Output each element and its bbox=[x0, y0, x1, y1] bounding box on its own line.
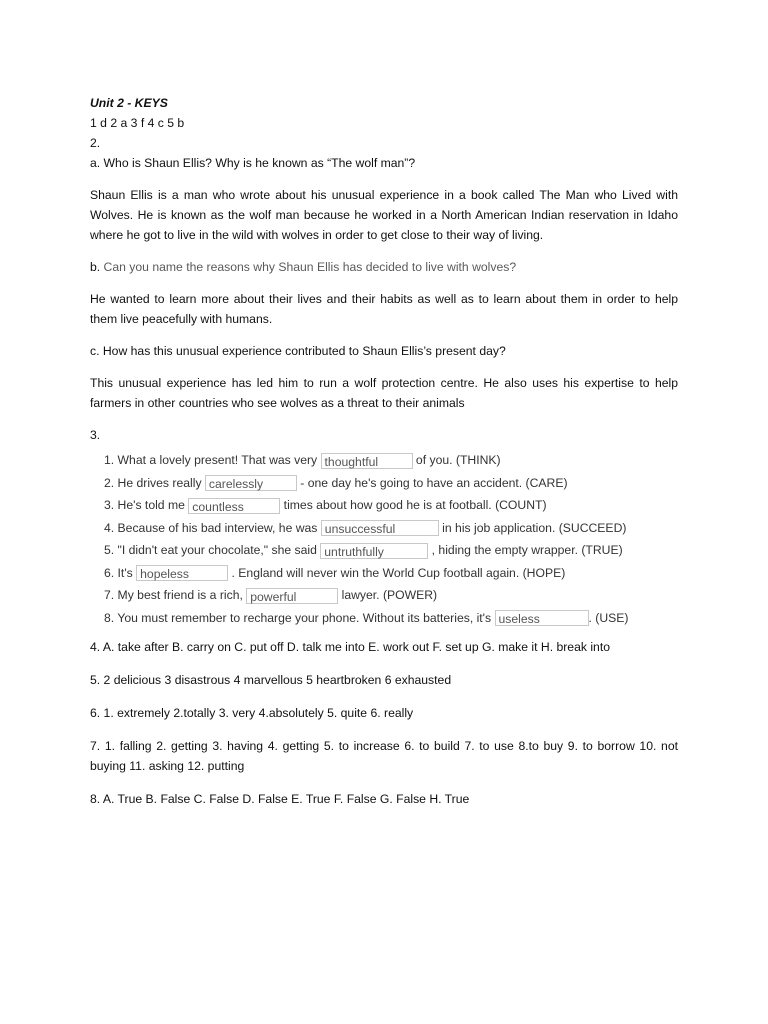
exercise-3-row bbox=[104, 449, 678, 472]
sentence-start: 3. He's told me bbox=[104, 498, 189, 512]
sentence-end: , hiding the empty wrapper. (TRUE) bbox=[428, 543, 623, 557]
sentence-start: 5. "I didn't eat your chocolate," she said bbox=[104, 543, 321, 557]
exercise-3-row bbox=[104, 494, 678, 517]
exercise-3-row bbox=[104, 472, 678, 495]
exercise-3-row bbox=[104, 607, 678, 630]
answer-box: countless bbox=[188, 498, 280, 514]
sentence-start: 6. It's bbox=[104, 565, 137, 580]
question-b-prefix: b. bbox=[90, 260, 101, 274]
sentence-end: of you. (THINK) bbox=[412, 453, 501, 467]
exercise-3-row bbox=[104, 584, 678, 607]
answer-box: powerful bbox=[246, 588, 338, 604]
answer-box: hopeless bbox=[136, 565, 228, 581]
exercise-3-label: 3. bbox=[90, 428, 101, 442]
sentence-start: 7. My best friend is a rich, bbox=[104, 588, 247, 602]
sentence-end: - one day he's going to have an accident. (CARE) bbox=[296, 475, 568, 490]
exercise-6-answers: 6. 1. extremely 2.totally 3. very 4.absolutely 5. quite 6. really bbox=[90, 706, 414, 720]
exercise-2-question-c: c. How has this unusual experience contributed to Shaun Ellis’s present day? bbox=[90, 344, 506, 358]
sentence-start: 1. What a lovely present! That was very bbox=[104, 453, 321, 467]
exercise-4-answers: 4. A. take after B. carry on C. put off D. talk me into E. work out F. set up G. make it H. break into bbox=[90, 640, 610, 654]
exercise-8-answers: 8. A. True B. False C. False D. False E. True F. False G. False H. True bbox=[90, 792, 470, 806]
exercise-2-question-b bbox=[90, 257, 678, 277]
exercise-7-answers: 7. 1. falling 2. getting 3. having 4. getting 5. to increase 6. to build 7. to use 8.to buy 9. to borrow 10. not buying 11. asking 12. putting bbox=[90, 739, 678, 773]
document-title: Unit 2 - KEYS bbox=[90, 96, 168, 110]
answer-box: thoughtful bbox=[321, 453, 413, 469]
answer-box: unsuccessful bbox=[321, 520, 439, 536]
sentence-end: lawyer. (POWER) bbox=[338, 588, 438, 602]
question-b-text: Can you name the reasons why Shaun Ellis has decided to live with wolves? bbox=[100, 260, 517, 274]
exercise-1-answers: 1 d 2 a 3 f 4 c 5 b bbox=[90, 116, 185, 130]
answer-box: untruthfully bbox=[320, 543, 428, 559]
sentence-start: 4. Because of his bad interview, he was bbox=[104, 520, 321, 535]
sentence-end: times about how good he is at football. (COUNT) bbox=[280, 498, 547, 512]
exercise-2-question-a: a. Who is Shaun Ellis? Why is he known as “The wolf man”? bbox=[90, 156, 416, 170]
sentence-start: 8. You must remember to recharge your phone. Without its batteries, it's bbox=[104, 610, 495, 625]
sentence-end: in his job application. (SUCCEED) bbox=[438, 520, 627, 535]
answer-box: carelessly bbox=[205, 475, 297, 491]
exercise-3-row bbox=[104, 539, 678, 562]
exercise-2-answer-a: Shaun Ellis is a man who wrote about his unusual experience in a book called The Man who Lived with Wolves. He is known as the wolf man because he worked in a North American Indian reservation in Idaho where he got to live in the wild with wolves in order to get close to their way of living. bbox=[90, 188, 678, 242]
answer-box: useless bbox=[495, 610, 589, 626]
sentence-end: . England will never win the World Cup football again. (HOPE) bbox=[228, 565, 566, 580]
exercise-5-answers: 5. 2 delicious 3 disastrous 4 marvellous 5 heartbroken 6 exhausted bbox=[90, 673, 452, 687]
exercise-3-row bbox=[104, 562, 678, 585]
exercise-3-sentences bbox=[104, 449, 678, 629]
sentence-end: . (USE) bbox=[588, 610, 629, 625]
exercise-2-answer-b: He wanted to learn more about their lives and their habits as well as to learn about them in order to help them live peacefully with humans. bbox=[90, 292, 678, 326]
answer-key-content bbox=[90, 93, 678, 822]
exercise-3-row bbox=[104, 517, 678, 540]
sentence-start: 2. He drives really bbox=[104, 475, 205, 490]
exercise-keys-4-8 bbox=[90, 637, 678, 809]
exercise-2-answer-c: This unusual experience has led him to run a wolf protection centre. He also uses his expertise to help farmers in other countries who see wolves as a threat to their animals bbox=[90, 376, 678, 410]
exercise-2-label: 2. bbox=[90, 136, 101, 150]
